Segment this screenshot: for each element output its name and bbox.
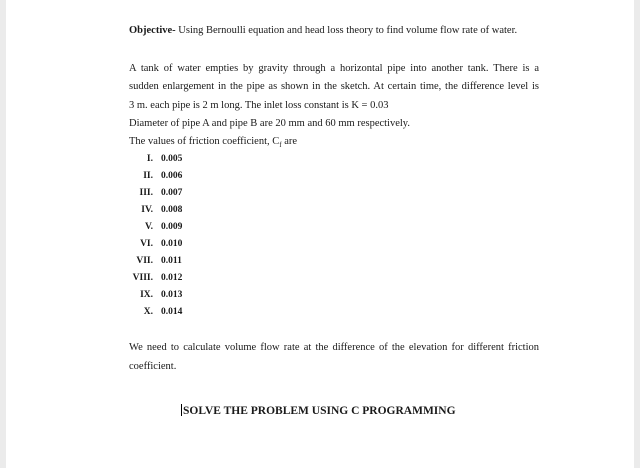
- list-numeral: VII.: [136, 256, 153, 266]
- list-numeral: V.: [144, 222, 153, 232]
- conclusion-line-1: We need to calculate volume flow rate at the difference of the elevation for different friction: [129, 342, 539, 353]
- document-page: [6, 0, 634, 468]
- list-value: 0.013: [161, 290, 183, 300]
- list-value: 0.011: [161, 256, 182, 266]
- list-numeral: I.: [146, 154, 153, 164]
- list-item: [129, 273, 249, 287]
- objective-line: [129, 25, 517, 36]
- paragraph-line-5: [129, 136, 297, 149]
- list-item: [129, 205, 249, 219]
- list-numeral: VIII.: [132, 273, 153, 283]
- list-value: 0.010: [161, 239, 183, 249]
- friction-subscript: f: [279, 141, 282, 150]
- list-numeral: IV.: [141, 205, 153, 215]
- list-value: 0.014: [161, 307, 183, 317]
- paragraph-line-2: sudden enlargement in the pipe as shown in the sketch. At certain time, the difference level is: [129, 81, 539, 92]
- list-item: [129, 171, 249, 185]
- list-value: 0.006: [161, 171, 183, 181]
- list-value: 0.008: [161, 205, 183, 215]
- list-numeral: IX.: [140, 290, 153, 300]
- list-item: [129, 307, 249, 321]
- instruction-heading: [181, 404, 456, 417]
- paragraph-line-3: 3 m. each pipe is 2 m long. The inlet loss constant is K = 0.03: [129, 100, 389, 111]
- text-cursor: [181, 404, 182, 416]
- conclusion-line-2: coefficient.: [129, 361, 177, 372]
- list-item: [129, 188, 249, 202]
- list-item: [129, 256, 249, 270]
- friction-intro: The values of friction coefficient, C: [129, 136, 280, 147]
- list-value: 0.009: [161, 222, 183, 232]
- list-numeral: VI.: [140, 239, 153, 249]
- list-numeral: II.: [143, 171, 153, 181]
- paragraph-line-4: Diameter of pipe A and pipe B are 20 mm and 60 mm respectively.: [129, 118, 410, 129]
- instruction-text: SOLVE THE PROBLEM USING C PROGRAMMING: [183, 405, 456, 417]
- list-item: [129, 290, 249, 304]
- list-item: [129, 239, 249, 253]
- list-value: 0.007: [161, 188, 183, 198]
- paragraph-line-1: A tank of water empties by gravity through a horizontal pipe into another tank. There is a: [129, 63, 539, 74]
- list-item: [129, 154, 249, 168]
- list-value: 0.005: [161, 154, 183, 164]
- list-numeral: X.: [143, 307, 153, 317]
- list-numeral: III.: [139, 188, 153, 198]
- friction-intro-end: are: [281, 136, 298, 147]
- list-item: [129, 222, 249, 236]
- objective-text: Using Bernoulli equation and head loss theory to find volume flow rate of water.: [175, 25, 518, 36]
- objective-label: Objective-: [129, 25, 176, 36]
- list-value: 0.012: [161, 273, 183, 283]
